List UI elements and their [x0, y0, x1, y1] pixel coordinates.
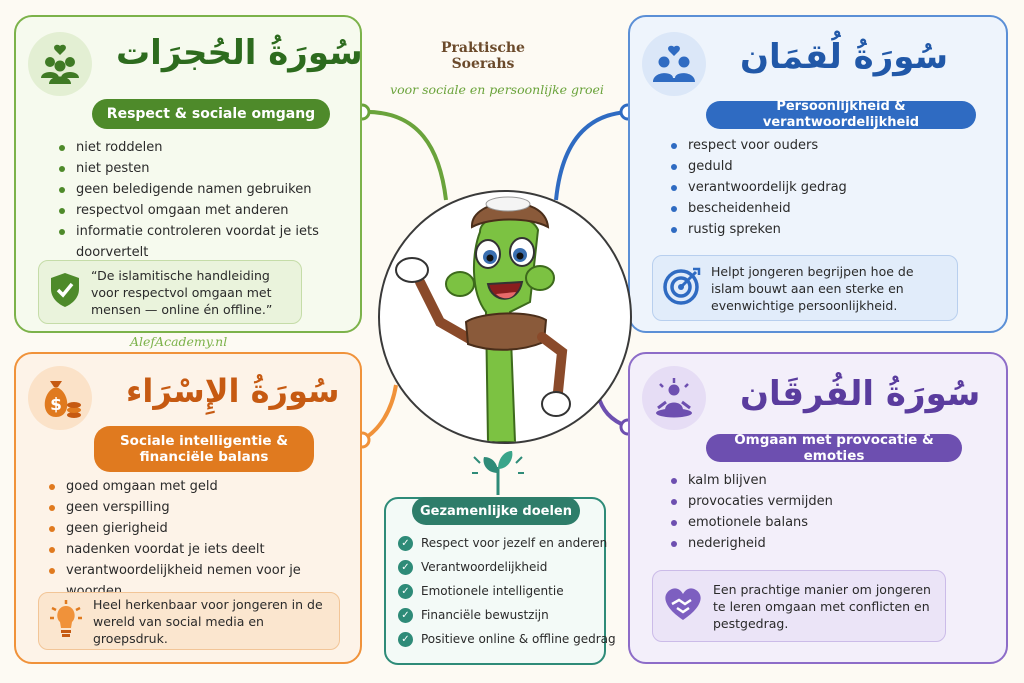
bullet-list [668, 135, 968, 240]
bullet-item: verantwoordelijkheid nemen voor je [46, 560, 356, 602]
goal-item [398, 627, 616, 651]
bullet-item: geen verspilling [46, 497, 356, 518]
goal-item [398, 579, 616, 603]
check-icon: ✓ [398, 536, 413, 551]
topic-label: Sociale intelligentie & financiële balans [94, 426, 314, 472]
goal-text: Verantwoordelijkheid [421, 560, 548, 574]
bullet-item: niet roddelen [56, 137, 326, 158]
bullet-item: provocaties vermijden [668, 491, 968, 512]
goal-item [398, 603, 616, 627]
bullet-item: respectvol omgaan met anderen [56, 200, 326, 221]
goal-text: Emotionele intelligentie [421, 584, 564, 598]
handshake-heart-icon [663, 586, 703, 626]
bullet-item: geduld [668, 156, 968, 177]
goal-text: Financiële bewustzijn [421, 608, 549, 622]
check-icon: ✓ [398, 608, 413, 623]
money-bag-icon [28, 366, 92, 430]
bullet-item: respect voor ouders [668, 135, 968, 156]
check-icon: ✓ [398, 632, 413, 647]
surah-title-arabic: سُورَةُ الفُرقَان [740, 374, 981, 414]
goal-text: Respect voor jezelf en anderen [421, 536, 608, 550]
panel-luqman [628, 15, 1008, 333]
meditation-icon [642, 366, 706, 430]
target-icon [663, 267, 701, 309]
check-icon: ✓ [398, 560, 413, 575]
panel-isra [14, 352, 362, 664]
goal-text: Positieve online & offline gedrag [421, 632, 616, 646]
goal-item [398, 555, 616, 579]
bullet-list [56, 137, 326, 263]
brand-link[interactable]: AlefAcademy.nl [130, 334, 228, 349]
bullet-item: geen beledigende namen gebruiken [56, 179, 326, 200]
bullet-list [668, 470, 968, 554]
bullet-item: rustig spreken [668, 219, 968, 240]
note-text: Heel herkenbaar voor jongeren in de wereld van social media en groepsdruk. [93, 596, 323, 646]
page-title: Praktische Soerahs [441, 40, 525, 72]
panel-furqan [628, 352, 1008, 664]
topic-label: Omgaan met provocatie & emoties [706, 434, 962, 462]
shield-check-icon [49, 272, 81, 312]
note-text: Een prachtige manier om jongeren te leren omgaan met conflicten en pestgedrag. [713, 581, 931, 631]
surah-title-arabic: سُورَةُ الحُجرَات [116, 33, 363, 73]
page-subtitle: voor sociale en persoonlijke groei [390, 82, 604, 97]
bullet-item: emotionele balans [668, 512, 968, 533]
note-text: Helpt jongeren begrijpen hoe de islam bouwt aan een sterke en evenwichtige persoonlijkheid. [711, 263, 914, 313]
check-icon: ✓ [398, 584, 413, 599]
mascot-circle [378, 190, 632, 444]
topic-label: Respect & sociale omgang [92, 99, 330, 129]
bullet-item: verantwoordelijk gedrag [668, 177, 968, 198]
hug-heart-icon [642, 32, 706, 96]
bullet-list [46, 476, 356, 602]
alef-mascot-icon [380, 192, 630, 442]
note-box [38, 592, 340, 650]
bullet-item: niet pesten [56, 158, 326, 179]
people-heart-icon [28, 32, 92, 96]
note-text: “De islamitische handleiding voor respectvol omgaan met mensen — online én offline.” [91, 267, 273, 317]
topic-label: Persoonlijkheid & verantwoordelijkheid [706, 101, 976, 129]
goals-list [398, 531, 616, 651]
note-box [652, 255, 958, 321]
bullet-item: bescheidenheid [668, 198, 968, 219]
goals-title: Gezamenlijke doelen [412, 497, 580, 525]
bullet-item: kalm blijven [668, 470, 968, 491]
bullet-item: geen gierigheid [46, 518, 356, 539]
svg-text:$: $ [50, 395, 62, 415]
sprout-icon [470, 447, 526, 495]
surah-title-arabic: سُورَةُ الإِسْرَاء [126, 372, 340, 410]
bullet-item: goed omgaan met geld [46, 476, 356, 497]
panel-hujurat [14, 15, 362, 333]
note-box [38, 260, 302, 324]
bullet-item: informatie controleren voordat je iets doorvertelt [56, 221, 326, 263]
bullet-item: nadenken voordat je iets deelt [46, 539, 356, 560]
note-box [652, 570, 946, 642]
surah-title-arabic: سُورَةُ لُقمَان [740, 37, 949, 77]
lightbulb-icon [49, 600, 83, 642]
bullet-item: nederigheid [668, 533, 968, 554]
goal-item [398, 531, 616, 555]
shared-goals-box [384, 497, 616, 665]
